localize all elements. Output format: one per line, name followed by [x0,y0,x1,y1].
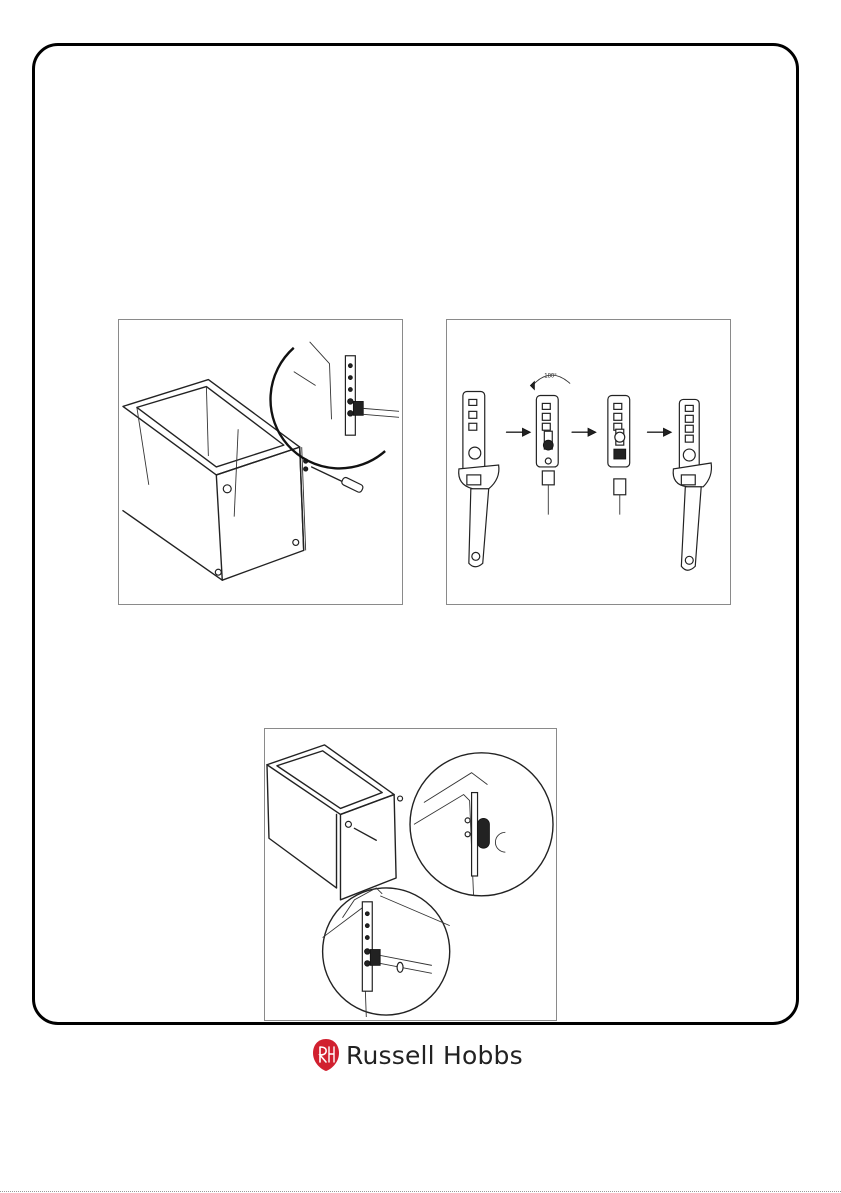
figure-hinge-screw-removal [118,319,403,605]
hinge-refit-illustration [265,729,556,1020]
brand-logo [312,1038,523,1072]
hinge-removal-illustration [119,320,402,604]
hinge-reversal-illustration [447,320,730,604]
figure-hinge-pin-reversal [446,319,731,605]
figure-hinge-refit [264,728,557,1021]
brand-name: Russell Hobbs [346,1040,523,1070]
page-bottom-edge [0,1191,841,1192]
rh-seal-logo-icon [312,1038,340,1072]
rotation-label: 180° [544,373,557,380]
